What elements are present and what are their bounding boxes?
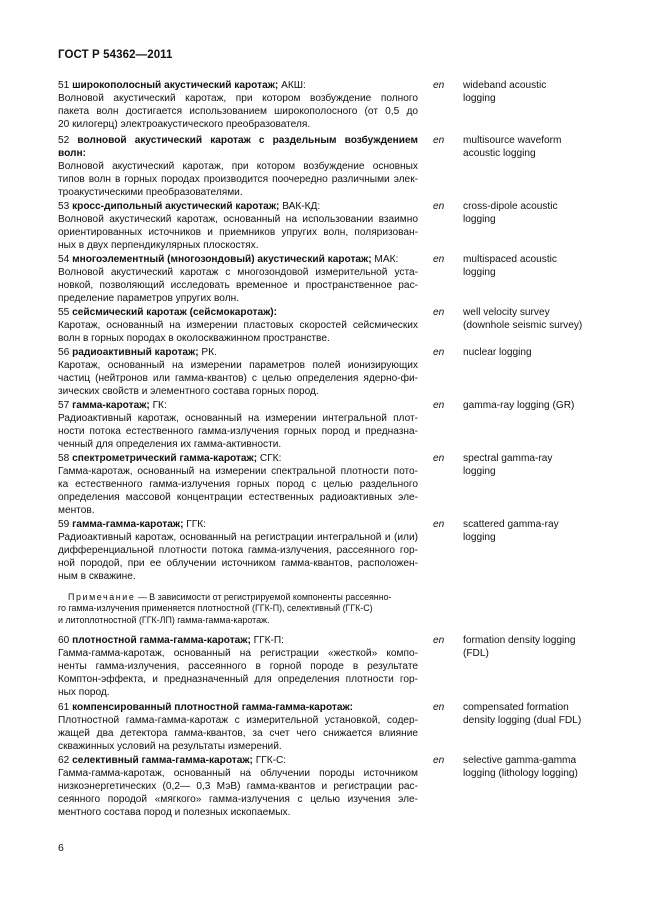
term-definition-line: скважинных условий на результаты измерений. [58,740,282,752]
term-english-line: selective gamma-gamma [463,755,577,766]
language-tag: en [433,755,445,766]
term-definition-line: Волновой акустический каротаж, при котором возбуждение основных [58,160,418,172]
term-abbreviation: ГГК-П: [250,635,284,646]
term-number: 58 [58,453,70,464]
term-heading [58,702,418,715]
term-definition-line: пределение параметров упругих волн. [58,292,240,304]
term-heading [58,135,418,148]
term-russian [58,80,418,132]
term-title: волн: [58,147,86,159]
term-english-line: acoustic logging [463,147,536,159]
term-english-line: logging [463,465,496,477]
term-definition-line: определения массовой концентрации естественных радиоактивных эле- [58,491,418,503]
term-definition-line: ности потока естественного гамма-излучения горных пород и предназна- [58,425,418,437]
term-definition-line: ным в скважине. [58,570,136,582]
term-title: спектрометрический гамма-каротаж; [72,453,258,464]
term-heading [58,201,418,214]
term-definition-line: троакустическими преобразователями. [58,186,243,198]
term-definition-line: ных пород. [58,686,110,698]
term-definition-line: типов волн в горных породах производится поочередно различными элек- [58,173,418,185]
term-heading [58,148,418,161]
term-definition-line: 20 килогерц) электроакустического преобразователя. [58,118,311,130]
term-english [463,201,633,227]
term-english [463,135,633,161]
language-tag: en [433,347,445,358]
term-english-line: formation density logging [463,635,576,646]
term-title: кросс-дипольный акустический каротаж; [72,201,280,212]
term-english-line: multisource waveform [463,135,562,146]
term-definition-line: Гамма-каротаж, основанный на измерении спектральной плотности пото- [58,465,418,477]
term-definition-line: Волновой акустический каротаж, при котором возбуждение полного [58,92,418,104]
term-number: 59 [58,519,70,530]
term-heading [58,400,418,413]
term-english-line: cross-dipole acoustic [463,201,558,212]
language-tag: en [433,702,445,713]
term-definition-line: ных в двух перпендикулярных плоскостях. [58,239,259,251]
term-russian [58,201,418,253]
language-tag: en [433,453,445,464]
term-definition-line: Каротаж, основанный на измерении пластовых скоростей сейсмических [58,319,418,331]
term-english [463,80,633,106]
note-line: и литоплотностной (ГГК-ЛП) гамма-гамма-каротаж. [58,614,270,625]
term-english-line: logging [463,531,496,543]
language-tag: en [433,201,445,212]
term-english-line: density logging (dual FDL) [463,714,582,726]
term-abbreviation: ГГК: [183,519,206,530]
term-title: гамма-каротаж; [72,400,150,411]
term-title: сейсмический каротаж (сейсмокаротаж): [72,307,278,318]
term-abbreviation: СГК: [257,453,282,464]
language-tag: en [433,635,445,646]
note-label: Примечание [68,592,136,602]
term-number: 62 [58,755,70,766]
language-tag: en [433,400,445,411]
term-definition-line: низкоэнергетических (0,2— 0,3 МэВ) гамма-квантов и регистрации рас- [58,780,418,792]
term-english [463,702,633,728]
note-line: го гамма-излучения применяется плотностной (ГГК-П), селективный (ГГК-С) [58,603,373,614]
term-number: 51 [58,80,70,91]
term-definition-line: частиц (нейтронов или гамма-квантов) с целью определения ядерно-фи- [58,372,418,384]
term-english-line: logging [463,92,496,104]
term-english-line: well velocity survey [463,307,550,318]
term-title: компенсированный плотностной гамма-гамма-каротаж: [72,702,354,713]
term-english-line: logging [463,213,496,225]
term-title: плотностной гамма-гамма-каротаж; [72,635,251,646]
term-russian [58,347,418,399]
term-russian [58,307,418,346]
language-tag: en [433,135,445,146]
term-title: многоэлементный (многозондовый) акустический каротаж; [72,254,372,265]
term-english-line: logging (lithology logging) [463,767,578,779]
term-definition-line: ментного состава пород и полезных ископаемых. [58,806,291,818]
term-number: 54 [58,254,70,265]
term-english-line: wideband acoustic [463,80,547,91]
term-english-line: logging [463,266,496,278]
term-abbreviation: ГК: [149,400,167,411]
term-russian [58,254,418,306]
term-title: гамма-гамма-каротаж; [72,519,184,530]
term-title: селективный гамма-гамма-каротаж; [72,755,253,766]
term-definition-line: Гамма-гамма-каротаж, основанный на регистрации «жесткой» компо- [58,647,418,659]
note-block [58,592,418,626]
term-title: волновой акустический каротаж с раздельным возбуждением [77,135,418,146]
term-definition-line: Радиоактивный каротаж, основанный на регистрации интегральной и (или) [58,531,418,543]
term-english-line: multispaced acoustic [463,254,557,265]
term-definition-line: жащей два детектора гамма-квантов, за счет чего снижается влияние [58,727,418,739]
term-number: 52 [58,135,70,146]
term-english-line: nuclear logging [463,347,532,358]
term-english-line: spectral gamma-ray [463,453,553,464]
term-definition-line: Волновой акустический каротаж, основанный на использовании взаимно [58,213,418,225]
term-english-line: (FDL) [463,647,489,659]
term-definition-line: волн в горных породах в околоскважинном пространстве. [58,332,330,344]
term-definition-line: ной породой, при ее облучении источником гамма-квантов, расположен- [58,557,418,569]
language-tag: en [433,519,445,530]
term-definition-line: пакета волн достигается использованием широкополосного (от 0,5 до [58,105,418,117]
term-english [463,307,633,333]
term-number: 60 [58,635,70,646]
term-russian [58,702,418,754]
term-english-line: scattered gamma-ray [463,519,559,530]
term-russian [58,400,418,452]
term-definition-line: ченный для определения их гамма-активности. [58,438,282,450]
term-number: 57 [58,400,70,411]
term-english-line: gamma-ray logging (GR) [463,400,575,411]
term-definition-line: дифференциальной плотности потока гамма-излучения, рассеянного гор- [58,544,418,556]
term-english [463,400,633,413]
term-number: 55 [58,307,70,318]
term-definition-line: Комптон-эффекта, и предназначенный для определения плотности гор- [58,673,418,685]
term-english [463,635,633,661]
term-abbreviation: АКШ: [278,80,306,91]
term-heading [58,347,418,360]
term-definition-line: сеянного породой «мягкого» гамма-излучения с целью изучения эле- [58,793,418,805]
term-heading [58,453,418,466]
language-tag: en [433,307,445,318]
term-definition-line: ориентированных источников и приемников упругих волн, поляризован- [58,226,418,238]
language-tag: en [433,254,445,265]
term-abbreviation: ВАК-КД: [279,201,321,212]
document-header: ГОСТ Р 54362—2011 [58,49,173,61]
term-heading [58,80,418,93]
note-line: Примечание — В зависимости от регистрируемой компоненты рассеянно- [68,592,392,602]
term-english [463,254,633,280]
term-definition-line: Плотностной гамма-гамма-каротаж с измерительной установкой, содер- [58,714,418,726]
term-abbreviation: МАК: [371,254,399,265]
term-english-line: compensated formation [463,702,569,713]
term-russian [58,635,418,700]
term-definition-line: Каротаж, основанный на измерении параметров полей ионизирующих [58,359,418,371]
term-heading [58,307,418,320]
term-english [463,519,633,545]
term-russian [58,519,418,584]
term-definition-line: зических свойств и элементного состава горных пород. [58,385,319,397]
language-tag: en [433,80,445,91]
term-english-line: (downhole seismic survey) [463,319,583,331]
term-russian [58,135,418,200]
term-definition-line: ненты гамма-излучения, рассеянного в горной породе в результате [58,660,418,672]
term-russian [58,453,418,518]
term-definition-line: Волновой акустический каротаж с многозондовой измерительной уста- [58,266,418,278]
term-definition-line: новкой, позволяющий исследовать временное и пространственное рас- [58,279,418,291]
term-abbreviation: РК. [198,347,217,358]
page-number: 6 [58,842,64,854]
term-english [463,755,633,781]
term-english [463,347,633,360]
term-title: радиоактивный каротаж; [72,347,199,358]
term-english [463,453,633,479]
term-russian [58,755,418,820]
term-heading [58,755,418,768]
term-number: 56 [58,347,70,358]
term-definition-line: ка естественного гамма-излучения горных пород с целью раздельного [58,478,418,490]
term-heading [58,519,418,532]
term-abbreviation: ГГК-С: [252,755,287,766]
term-number: 53 [58,201,70,212]
term-definition-line: Радиоактивный каротаж, основанный на измерении интегральной плот- [58,412,418,424]
term-definition-line: ментов. [58,504,95,516]
term-heading [58,635,418,648]
term-definition-line: Гамма-гамма-каротаж, основанный на облучении породы источником [58,767,418,779]
term-number: 61 [58,702,70,713]
term-heading [58,254,418,267]
term-title: широкополосный акустический каротаж; [72,80,279,91]
